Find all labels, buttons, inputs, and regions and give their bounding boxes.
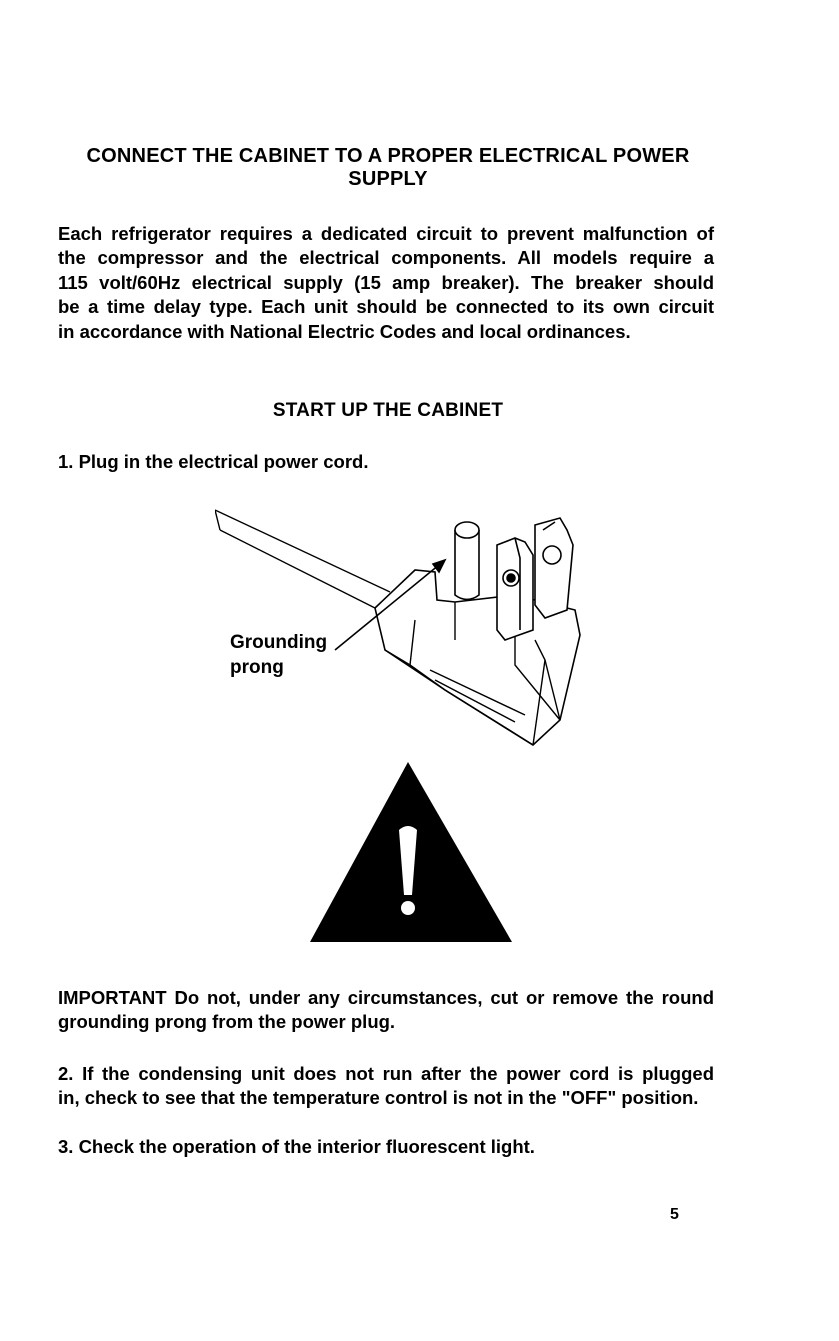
step-3-text: 3. Check the operation of the interior fluorescent light. <box>58 1136 535 1157</box>
step-2-line1: 2. If the condensing unit does not run after the power cord is plugged <box>58 1063 714 1084</box>
paragraph-line: be a time delay type. Each unit should be connected to its own circuit <box>58 296 714 318</box>
heading-connect-line1: CONNECT THE CABINET TO A PROPER ELECTRICAL POWER <box>86 145 690 167</box>
grounding-label: Grounding <box>230 632 328 653</box>
important-keyword: IMPORTANT <box>58 987 167 1008</box>
step-2-line2: in, check to see that the temperature control is not in the "OFF" position. <box>58 1087 699 1109</box>
prong-label: prong <box>230 657 284 678</box>
important-notice <box>58 986 714 1035</box>
step-2 <box>58 1062 714 1111</box>
paragraph-line: the compressor and the electrical components. All models require a <box>58 247 714 269</box>
step-1-text: 1. Plug in the electrical power cord. <box>58 451 369 472</box>
heading-connect-line2: SUPPLY <box>348 168 428 190</box>
heading-connect-power <box>58 145 718 191</box>
paragraph-line: in accordance with National Electric Codes and local ordinances. <box>58 320 631 342</box>
power-supply-paragraph <box>58 222 714 344</box>
power-plug-illustration <box>215 500 595 750</box>
important-line2: grounding prong from the power plug. <box>58 1011 396 1033</box>
paragraph-line: Each refrigerator requires a dedicated circuit to prevent malfunction of <box>58 223 714 244</box>
important-line1 <box>58 986 714 1010</box>
page-number: 5 <box>670 1206 679 1223</box>
step-3 <box>58 1135 714 1159</box>
paragraph-line: 115 volt/60Hz electrical supply (15 amp breaker). The breaker should <box>58 271 714 293</box>
warning-triangle-icon <box>305 760 517 945</box>
step-1 <box>58 450 714 474</box>
important-line1-text: Do not, under any circumstances, cut or remove the round <box>174 987 714 1008</box>
heading-startup: START UP THE CABINET <box>272 400 504 421</box>
